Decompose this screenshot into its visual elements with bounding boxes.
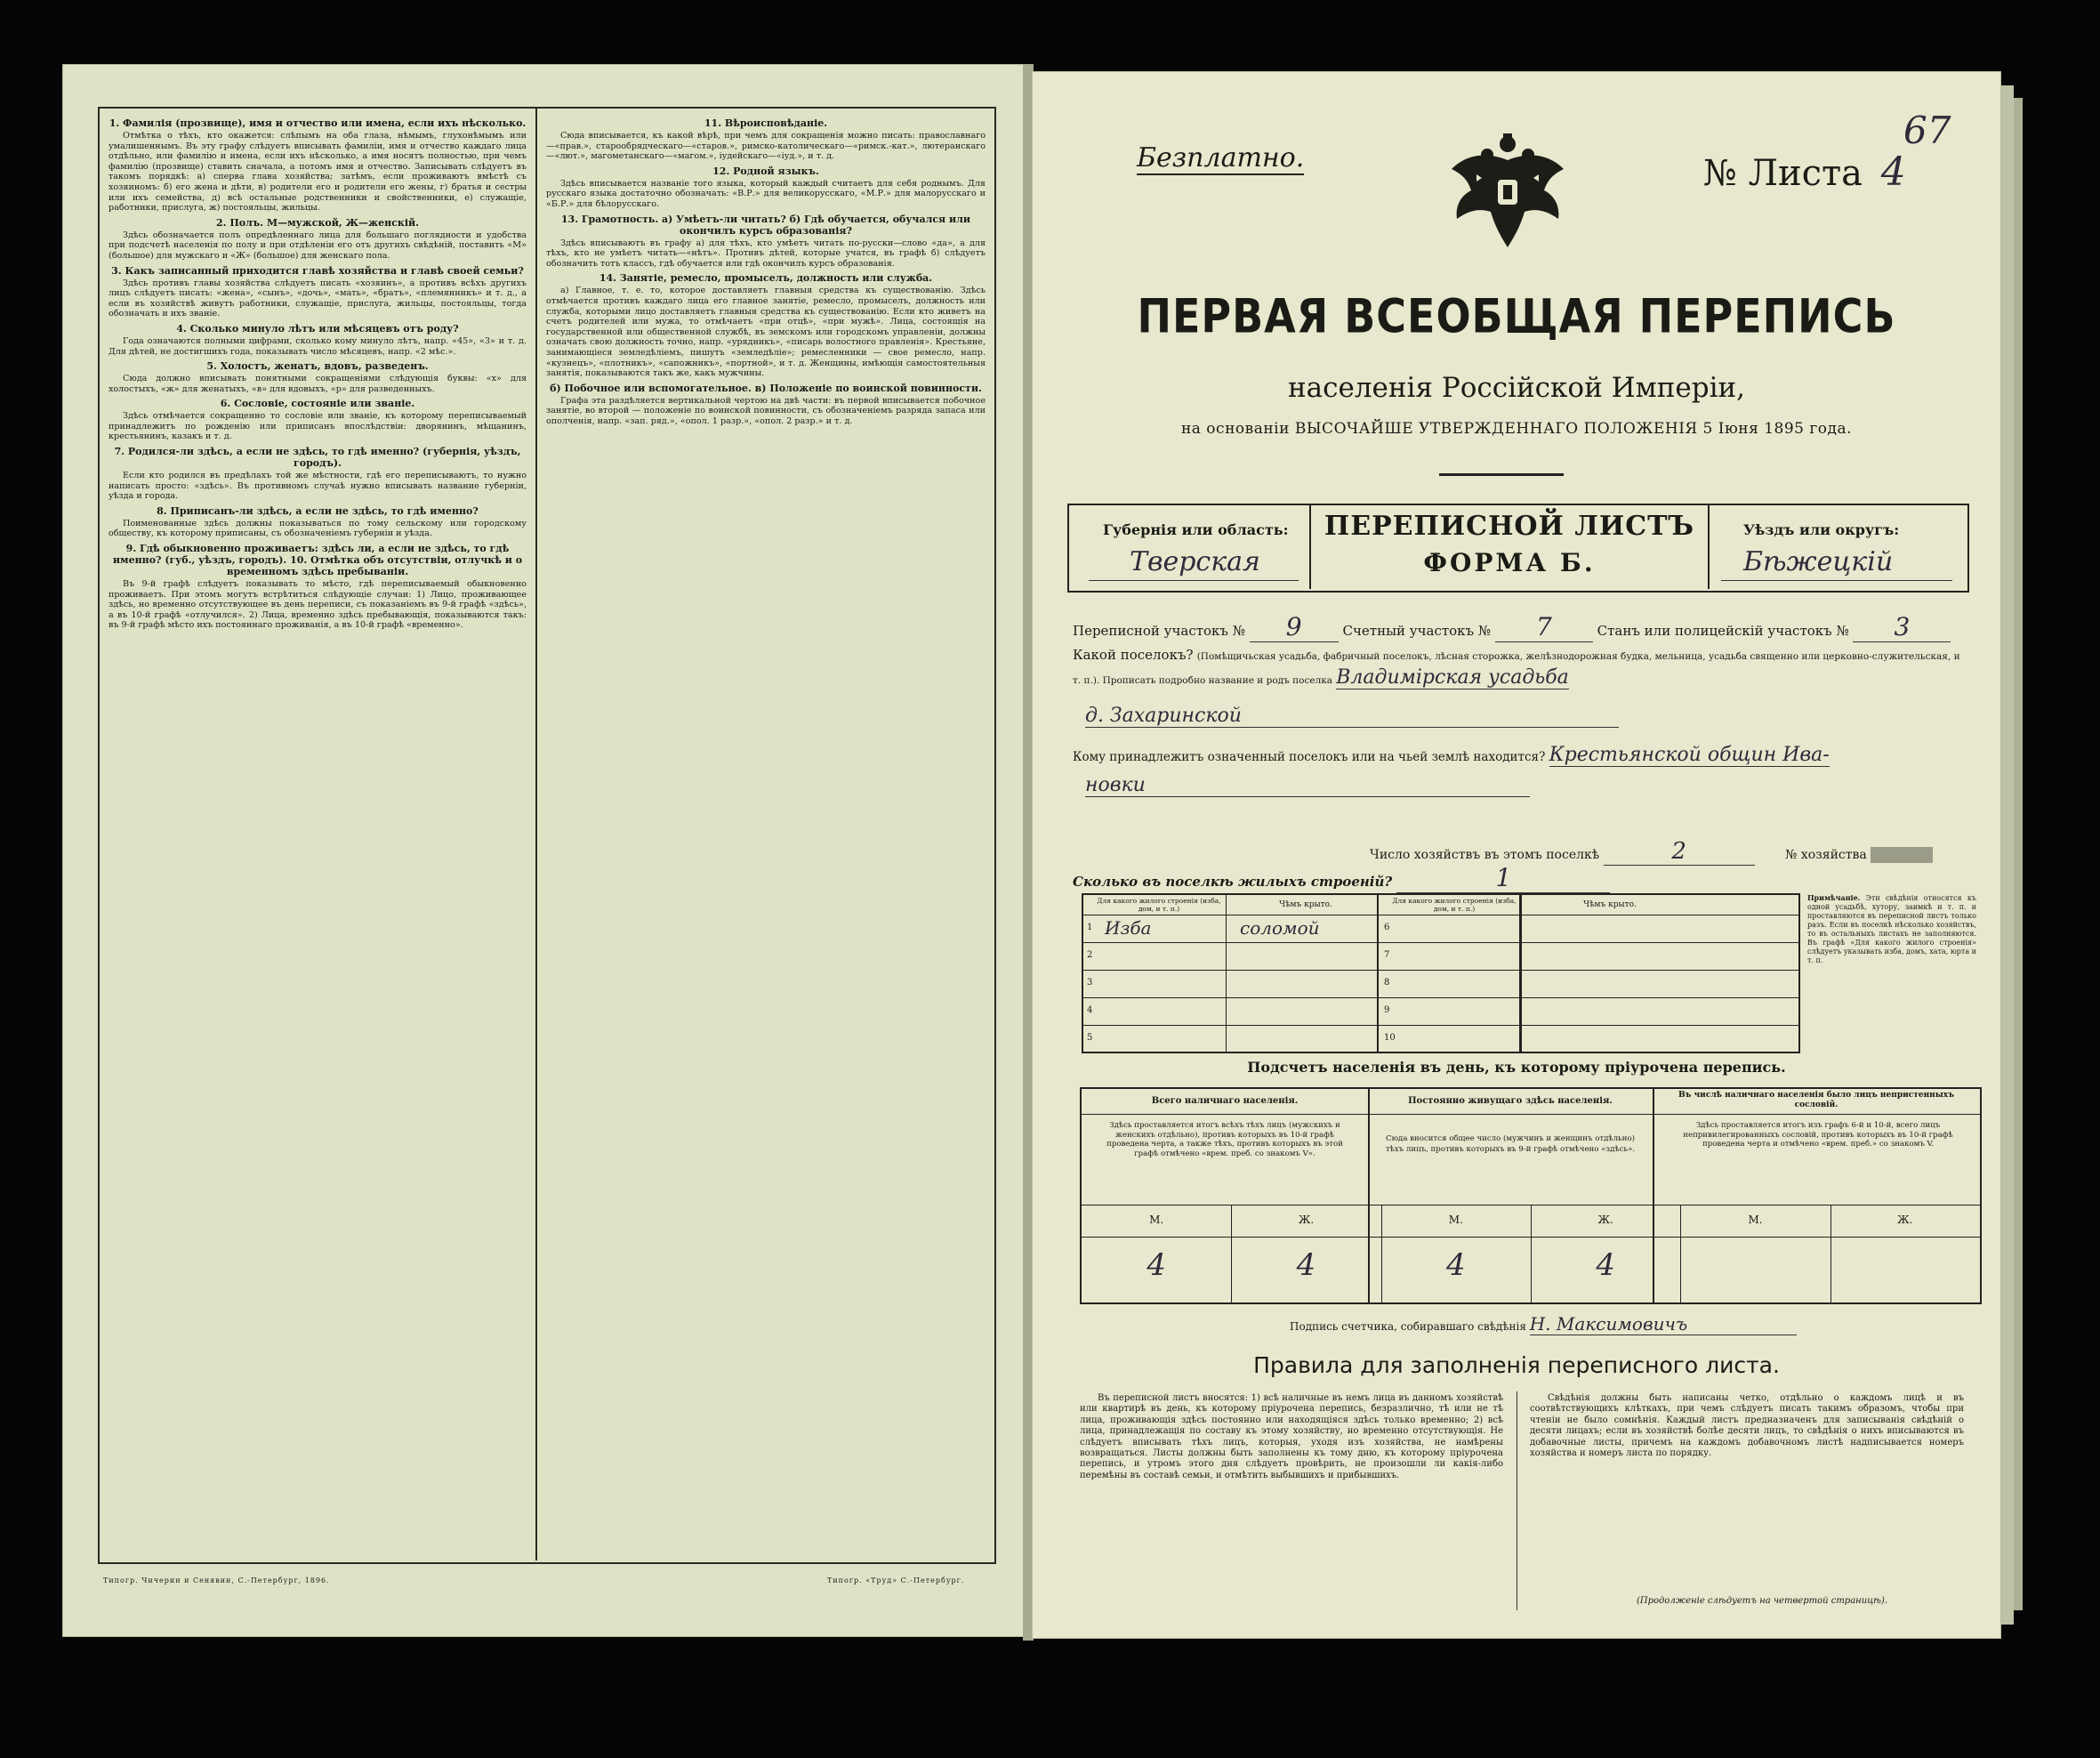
- building-row-number: 5: [1087, 1033, 1093, 1043]
- instruction-heading: 4. Сколько минуло лѣтъ или мѣсяцевъ отъ роду?: [176, 322, 459, 335]
- buildings-table-b: [1377, 893, 1800, 1053]
- summary-text-1: Здѣсь проставляется итогъ всѣхъ тѣхъ лицъ (мужскихъ и женскихъ отдѣльно), противъ которыхъ въ 10-й графѣ проведена черта, а также тѣхъ, противъ которыхъ въ этой графѣ отмѣчено «врем. преб. со знакомъ V».: [1106, 1121, 1343, 1158]
- instruction-text: а) Главное, т. е. то, которое доставляетъ главныя средства къ существованію. Здѣсь отмѣчается противъ каждаго лица его главное занятіе, ремесло, промыселъ, должность или служба, которыми лицо доставляетъ главныя средства къ существованію. Если кто живетъ на счетъ родителей или мужа, то отмѣчаетъ «при отцѣ», «при мужѣ». Лица, состоящія на государственной или общественной службѣ, въ земскомъ или городскомъ управленіи, должны означать свою должность точно, напр. «урядникъ», «писарь волостного правленія». Крестьяне, занимающіеся земледѣліемъ, пишутъ «земледѣліе»; ремесленники — свое ремесло, напр. «кузнецъ», «плотникъ», «сапожникъ», «портной», и т. д. Женщины, имѣющія самостоятельныя занятія, показываются такъ же, какъ мужчины.: [546, 286, 986, 379]
- owner-label: Кому принадлежитъ означенный поселокъ или на чьей землѣ находится?: [1073, 750, 1546, 764]
- uezd-label: Уѣздъ или округъ:: [1743, 521, 1900, 538]
- instruction-text: Сюда должно вписывать понятными сокращеніями слѣдующія буквы: «х» для холостыхъ, «ж» для женатыхъ, «в» для вдовыхъ, «р» для разведенныхъ.: [109, 374, 527, 394]
- instruction-text: Здѣсь вписывается названіе того языка, который каждый считаетъ для себя роднымъ. Для русскаго языка достаточно обозначать: «В.Р.» для великорусскаго, «М.Р.» для малорусскаго и «Б.Р.» для бѣлорусскаго.: [546, 178, 986, 209]
- summary-head-line: [1082, 1114, 1980, 1115]
- signature-value: Н. Максимовичъ: [1530, 1313, 1797, 1335]
- left-page: [62, 64, 1025, 1637]
- rules-title: Правила для заполненія переписного листа.: [1253, 1352, 1780, 1378]
- sheet-number-text: № Листа: [1703, 153, 1863, 194]
- owner-row: [1073, 744, 1971, 766]
- summary-count-value: 4: [1296, 1247, 1316, 1283]
- instruction-text: Года означаются полными цифрами, сколько кому минуло лѣтъ, напр. «45», «3» и т. д. Для дѣтей, не достигшихъ года, показывать число мѣсяцевъ, напр. «2 мѣс.».: [109, 335, 527, 357]
- count-district-value: 7: [1495, 612, 1593, 642]
- summary-cell-divider: [1830, 1205, 1831, 1302]
- instruction-text: Здѣсь противъ главы хозяйства слѣдуетъ писать «хозяинъ», а противъ всѣхъ другихъ лицъ слѣдуетъ писать: «жена», «сынъ», «дочь», «мать», «братъ», «племянникъ» и т. д., а если въ хозяйствѣ живутъ работники, служащіе, прислуга, жильцы, постояльцы, тогда обозначать и ихъ званіе.: [109, 278, 527, 319]
- settlement-value-2: д. Захаринской: [1085, 705, 1619, 728]
- settlement-value-1: Владимірская усадьба: [1336, 666, 1569, 689]
- male-label: М.: [1748, 1214, 1763, 1226]
- instruction-heading: 7. Родился-ли здѣсь, а если не здѣсь, то гдѣ именно? (губернія, уѣздъ, городъ).: [114, 446, 521, 470]
- building-row: [1083, 971, 1377, 998]
- left-footer-imprint-right: Типогр. «Труд» С.-Петербург.: [827, 1577, 965, 1585]
- signature-label: Подпись счетчика, собиравшаго свѣдѣнія: [1290, 1320, 1526, 1333]
- households-label: Число хозяйствъ въ этомъ поселкѣ: [1370, 848, 1600, 862]
- free-label: Безплатно.: [1137, 142, 1305, 173]
- double-headed-eagle-emblem-icon: [1441, 125, 1574, 258]
- stan-label: Станъ или полицейскій участокъ №: [1597, 623, 1849, 639]
- sheet-number-value: 4: [1880, 149, 1906, 195]
- female-label: Ж.: [1897, 1214, 1913, 1226]
- instruction-heading: 12. Родной языкъ.: [712, 165, 819, 177]
- sheet-title: ПЕРЕПИСНОЙ ЛИСТЪ: [1324, 511, 1695, 542]
- building-row: [1379, 1026, 1798, 1053]
- households-value: 2: [1604, 838, 1755, 866]
- female-label: Ж.: [1597, 1214, 1613, 1226]
- instruction-text: Сюда вписывается, къ какой вѣрѣ, при чемъ для сокращенія можно писать: православнаго—«прав.», старообрядческаго—«старов.», римско-католическаго—«римск.-кат.», лютеранскаго—«лют.», магометанскаго—«магом.», іудейскаго—«іуд.», и т. д.: [546, 131, 986, 162]
- building-row: [1379, 998, 1798, 1026]
- summary-cell-divider: [1680, 1205, 1681, 1302]
- building-row: [1379, 915, 1798, 943]
- gubernia-value: Тверская: [1130, 546, 1260, 577]
- building-row-number: 2: [1087, 950, 1093, 960]
- left-column-divider: [535, 109, 537, 1560]
- household-number-blank: [1871, 847, 1933, 863]
- uezd-line: [1721, 580, 1952, 581]
- instruction-text: Здѣсь вписываютъ въ графу а) для тѣхъ, кто умѣетъ читать по-русски—слово «да», а для тѣхъ, кто не умѣетъ читать—«нѣтъ». Противъ дѣтей, которые учатся, въ графѣ б) слѣдуетъ обозначить тотъ классъ, гдѣ обучается или гдѣ окончилъ курсъ образованія.: [546, 238, 986, 269]
- buildings-rows-left: [1083, 915, 1377, 1053]
- signature-row: [1290, 1313, 1797, 1335]
- owner-value-1: Крестьянской общин Ива-: [1549, 744, 1830, 766]
- rules-right-text: Свѣдѣнія должны быть написаны четко, отдѣльно о каждомъ лицѣ и въ соотвѣтствующихъ клѣткахъ, при чемъ слѣдуетъ писать такимъ образомъ, чтобы при чтеніи не было сомнѣнія. Каждый листъ предназначенъ для записыванія свѣдѣній о десяти лицахъ; если въ хозяйствѣ болѣе десяти лицъ, то свѣдѣнія о нихъ вписываются въ добавочные листы, причемъ на каждомъ добавочномъ листѣ надписывается номеръ хозяйства и номеръ листа по порядку.: [1530, 1393, 1964, 1459]
- right-page: [1032, 71, 2001, 1639]
- page-edge-stack-2: [2014, 98, 2023, 1610]
- buildings-note: [1807, 893, 1976, 965]
- left-column-1: [109, 114, 527, 1555]
- settlement-note: (Помѣщичьская усадьба, фабричный поселокъ, лѣсная сторожка, желѣзнодорожная будка, мельница, усадьба священно или церковно-служительская, и т. п.). Прописать подробно название и родъ поселка: [1073, 651, 1960, 686]
- summary-head-2: Постоянно живущаго здѣсь населенія.: [1408, 1096, 1613, 1106]
- instruction-text: Поименованные здѣсь должны показываться по тому сельскому или городскому обществу, къ которому приписаны, съ обозначеніемъ губерніи и уѣзда.: [109, 518, 527, 539]
- census-title: ПЕРВАЯ ВСЕОБЩАЯ ПЕРЕПИСЬ: [1137, 287, 1896, 344]
- archive-sheet-number: 67: [1903, 109, 1951, 152]
- buildings-b-head-roof: Чѣмъ крыто.: [1583, 900, 1637, 909]
- census-district-row: [1073, 612, 1962, 642]
- buildings-rows-right: [1379, 915, 1798, 1053]
- female-label: Ж.: [1298, 1214, 1315, 1226]
- summary-value-cells: [1082, 1205, 1980, 1302]
- form-title: ФОРМА Б.: [1423, 548, 1596, 577]
- settlement-row: [1073, 644, 1962, 691]
- stan-value: 3: [1853, 612, 1951, 642]
- male-label: М.: [1149, 1214, 1164, 1226]
- instruction-heading: 1. Фамилія (прозвище), имя и отчество или имена, если ихъ нѣсколько.: [109, 117, 527, 129]
- household-number-label: № хозяйства: [1785, 848, 1867, 862]
- instruction-text: Графа эта раздѣляется вертикальной чертою на двѣ части: въ первой вписывается побочное занятіе, во второй — положеніе по воинской повинности, съ обозначеніемъ разряда запаса или ополченія, напр. «зап. ряд.», «опол. 1 разр.», «опол. 2 разр.» и т. д.: [546, 395, 986, 426]
- gubernia-label: Губернія или область:: [1103, 521, 1289, 538]
- summary-head-3: Въ числѣ наличнаго населенія было лицъ непристенныхъ сословій.: [1678, 1091, 1955, 1109]
- summary-cell-divider: [1531, 1205, 1532, 1302]
- instruction-text: Здѣсь обозначается полъ опредѣленнаго лица для большаго поглядности и удобства при подсчетѣ населенія по полу и при отдѣленіи его отъ другихъ свѣдѣній, поставить «М» (большое) для мужскаго и «Ж» (большое) для женскаго пола.: [109, 230, 527, 261]
- buildings-row: [1073, 863, 1610, 893]
- building-row: [1379, 971, 1798, 998]
- summary-title: Подсчетъ населенія въ день, къ которому пріурочена перепись.: [1247, 1059, 1786, 1076]
- buildings-label: Сколько въ поселкѣ жилыхъ строеній?: [1073, 874, 1393, 890]
- summary-cell-divider: [1381, 1205, 1382, 1302]
- instruction-heading: 11. Вѣроисповѣданіе.: [704, 117, 828, 129]
- instruction-heading: 8. Приписанъ-ли здѣсь, а если не здѣсь, то гдѣ именно?: [157, 504, 479, 517]
- building-row: [1379, 943, 1798, 971]
- instruction-heading: 2. Полъ. М—мужской, Ж—женскій.: [216, 216, 419, 229]
- rules-left-text: Въ переписной листъ вносятся: 1) всѣ наличные въ немъ лица въ данномъ хозяйствѣ или квартирѣ въ день, къ которому пріурочена перепись, безразлично, тѣ или не тѣ лица, проживающія здѣсь постоянно или находящіяся здѣсь только временно; 2) всѣ лица, принадлежащія по составу къ этому хозяйству, но временно отсутствующія. Не слѣдуетъ вписывать тѣхъ лицъ, которыя, уходя изъ хозяйства, не намѣрены возвращаться. Листы должны быть заполнены къ тому дню, къ которому пріурочена перепись, и утромъ этого дня слѣдуетъ провѣрить, не произошли ли какія-либо перемѣны въ составѣ семьи, и отмѣтить выбывшихъ и прибывшихъ.: [1080, 1393, 1503, 1480]
- instruction-text: Здѣсь отмѣчается сокращенно то сословіе или званіе, къ которому переписываемый принадлежитъ по рожденію или приписанъ впослѣдствіи: дворянинъ, мѣщанинъ, крестьянинъ, казакъ и т. д.: [109, 411, 527, 442]
- sheet-number-label: [1703, 149, 1906, 195]
- instruction-heading: б) Побочное или вспомогательное. в) Положеніе по воинской повинности.: [550, 382, 982, 394]
- building-row-number: 1: [1087, 923, 1093, 932]
- buildings-value: 1: [1396, 863, 1610, 893]
- rules-continued: (Продолженіе слѣдуетъ на четвертой страницѣ).: [1637, 1596, 1888, 1606]
- building-row-number: 6: [1384, 923, 1390, 932]
- building-row-number: 4: [1087, 1005, 1093, 1015]
- summary-cell-divider: [1231, 1205, 1232, 1302]
- summary-text-3: Здѣсь проставляется итогъ изъ графъ 6-й и 10-й, всего лицъ непривилегированныхъ сословій, противъ которыхъ въ 10-й графѣ проведена черта и отмѣчено «врем. преб.» со знакомъ V.: [1683, 1121, 1953, 1149]
- instruction-text: Въ 9-й графѣ слѣдуетъ показывать то мѣсто, гдѣ переписываемый обыкновенно проживаетъ. При этомъ могутъ встрѣтиться слѣдующіе случаи: 1) Лицо, проживающее здѣсь, но временно отсутствующее въ день переписи, съ показаніемъ въ 9-й графѣ «здѣсь», а въ 10-й графѣ «отлучился». 2) Лица, временно здѣсь пребывающія, показываются такъ: въ 9-й графѣ мѣсто ихъ постояннаго проживанія, а въ 10-й графѣ «временно».: [109, 579, 527, 631]
- settlement-label: Какой поселокъ?: [1073, 647, 1194, 663]
- building-row-number: 8: [1384, 978, 1390, 988]
- summary-table: [1080, 1087, 1982, 1304]
- building-row-number: 3: [1087, 978, 1093, 988]
- census-district-label: Переписной участокъ №: [1073, 623, 1245, 639]
- buildings-head-roof: Чѣмъ крыто.: [1279, 900, 1332, 909]
- page-edge-stack: [2001, 85, 2014, 1625]
- left-footer-imprint: Типогр. Чичерин и Сенявин, С.-Петербург, 1896.: [103, 1577, 330, 1585]
- census-district-value: 9: [1250, 612, 1339, 642]
- left-column-2: [546, 114, 986, 1555]
- summary-count-value: 4: [1596, 1247, 1615, 1283]
- instruction-heading: 9. Гдѣ обыкновенно проживаетъ: здѣсь ли, а если не здѣсь, то гдѣ именно? (губ., уѣздъ, городъ). 10. Отмѣтка объ отсутствіи, отлучкѣ и о временномъ здѣсь пребываніи.: [112, 543, 523, 578]
- summary-head-1: Всего наличнаго населенія.: [1151, 1096, 1299, 1106]
- buildings-head-kind: Для какого жилого строенія (изба, дом, и т. п.): [1097, 897, 1221, 913]
- title-rule: [1439, 473, 1564, 476]
- building-row-number: 10: [1384, 1033, 1396, 1043]
- census-subtitle: населенія Россійской Имперіи,: [1287, 372, 1746, 404]
- instruction-text: Отмѣтка о тѣхъ, кто окажется: слѣпымъ на оба глаза, нѣмымъ, глухонѣмымъ или умалишеннымъ. Въ эту графу слѣдуетъ вписывать фамиліи, имя и отчество каждаго лица отдѣльно, или фамилію и имена, если ихъ нѣсколько, а имя носятъ полностью, при чемъ фамилію (прозвище) ставить сначала, а потомъ имя и отчество. Записывать слѣдуетъ въ такомъ порядкѣ: а) сперва глава хозяйства; затѣмъ, если проживаютъ вмѣстѣ съ хозяиномъ: б) его жена и дѣти, в) родители его и родители его жены, г) братья и сестры или ихъ семейства, д) всѣ остальные родственники и свойственники, е) служащіе, работники, прислуга, ж) постояльцы, жильцы.: [109, 131, 527, 214]
- census-basis: на основаніи ВЫСОЧАЙШЕ УТВЕРЖДЕННАГО ПОЛОЖЕНІЯ 5 Іюня 1895 года.: [1180, 420, 1853, 438]
- instruction-heading: 14. Занятіе, ремесло, промыселъ, должность или служба.: [599, 272, 933, 285]
- buildings-note-title: Примѣчаніе.: [1807, 893, 1861, 902]
- building-row: [1083, 915, 1377, 943]
- building-roof: соломой: [1240, 917, 1320, 939]
- instruction-text: Если кто родился въ предѣлахъ той же мѣстности, гдѣ его переписываютъ, то нужно написать просто: «здѣсь». Въ противномъ случаѣ нужно вписывать название губерніи, уѣзда и города.: [109, 471, 527, 502]
- building-row: [1083, 998, 1377, 1026]
- summary-text-2: Сюда вносится общее число (мужчинъ и женщинъ отдѣльно) тѣхъ лицъ, противъ которыхъ въ 9-й графѣ отмѣчено «здѣсь».: [1385, 1134, 1636, 1154]
- building-row: [1083, 1026, 1377, 1053]
- households-row: [1370, 838, 1975, 866]
- building-row-number: 7: [1384, 950, 1390, 960]
- buildings-note-text: Эти свѣдѣнія относятся къ одной усадьбѣ, хутору, заимкѣ и т. п. и проставляются въ переписной листъ только разъ. Если въ поселкѣ нѣсколько хозяйствъ, то въ остальныхъ листахъ не заполняются. Въ графѣ «Для какого жилого строенія» слѣдуетъ указывать изба, домъ, хата, юрта и т. п.: [1807, 894, 1976, 964]
- count-district-label: Счетный участокъ №: [1342, 623, 1492, 639]
- building-row: [1083, 943, 1377, 971]
- male-label: М.: [1448, 1214, 1463, 1226]
- gubernia-line: [1089, 580, 1299, 581]
- summary-count-value: 4: [1446, 1247, 1466, 1283]
- buildings-b-head-kind: Для какого жилого строенія (изба, дом, и т. п.): [1392, 897, 1517, 913]
- building-kind: Изба: [1105, 917, 1152, 939]
- instruction-heading: 5. Холостъ, женатъ, вдовъ, разведенъ.: [206, 360, 429, 373]
- owner-value-2: новки: [1085, 774, 1530, 797]
- uezd-value: Бѣжецкій: [1743, 546, 1894, 577]
- instruction-heading: 13. Грамотность. а) Умѣетъ-ли читать? б) Гдѣ обучается, обучался или окончилъ курсъ образованія?: [560, 213, 971, 237]
- instruction-heading: 3. Какъ записанный приходится главѣ хозяйства и главѣ своей семьи?: [111, 264, 524, 277]
- building-row-number: 9: [1384, 1005, 1390, 1015]
- summary-count-value: 4: [1147, 1247, 1166, 1283]
- instruction-heading: 6. Сословіе, состояніе или званіе.: [220, 398, 415, 410]
